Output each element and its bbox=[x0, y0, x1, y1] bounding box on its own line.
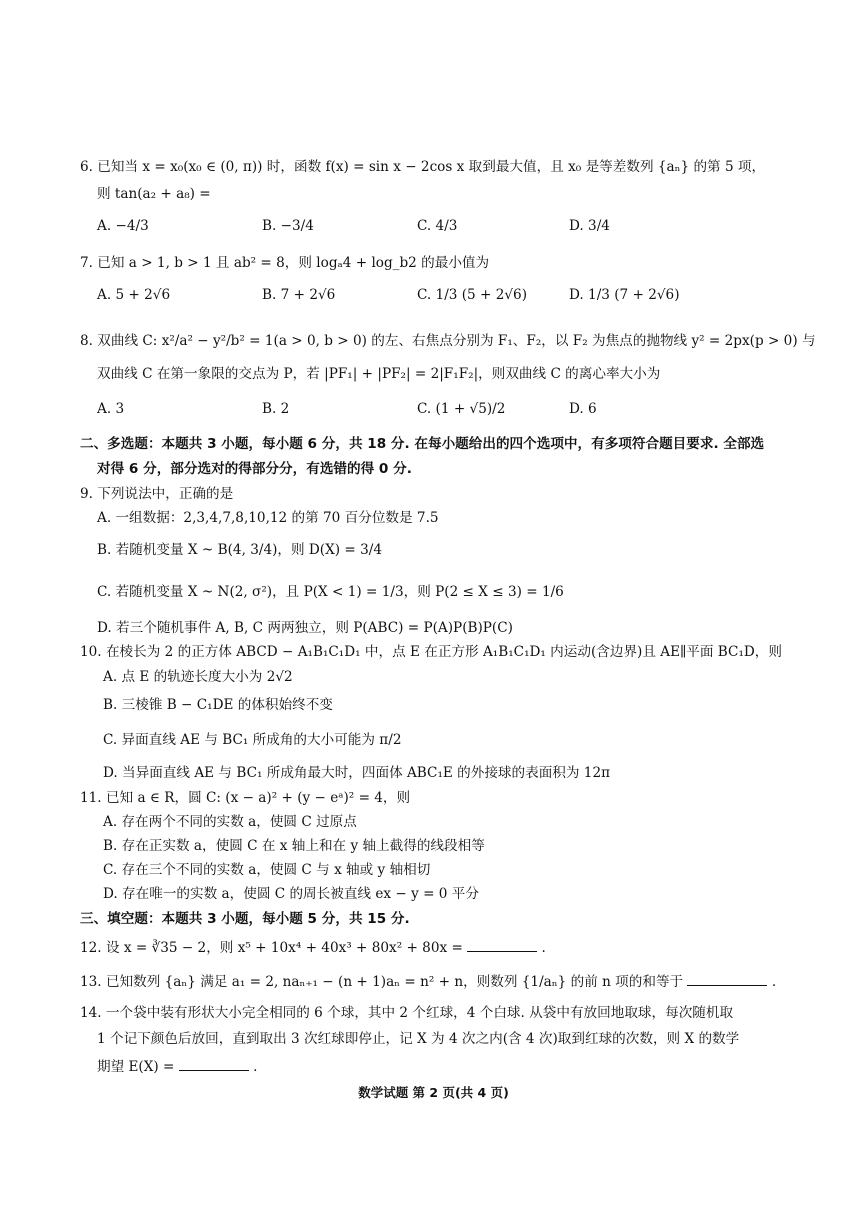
q9-stem: 9. 下列说法中，正确的是 bbox=[80, 486, 234, 502]
q12-end: . bbox=[541, 940, 546, 956]
q6-option-b: B. −3/4 bbox=[262, 218, 314, 234]
q11-option-d: D. 存在唯一的实数 a，使圆 C 的周长被直线 ex − y = 0 平分 bbox=[103, 886, 479, 902]
q12-text: 12. 设 x = ∛35 − 2，则 x⁵ + 10x⁴ + 40x³ + 80x² + 80x = bbox=[80, 940, 463, 956]
q8-option-d: D. 6 bbox=[569, 401, 597, 417]
q11-option-c: C. 存在三个不同的实数 a，使圆 C 与 x 轴或 y 轴相切 bbox=[103, 862, 431, 878]
q8-option-a: A. 3 bbox=[97, 401, 125, 417]
q6-option-c: C. 4/3 bbox=[417, 218, 458, 234]
q14-stem-line1: 14. 一个袋中装有形状大小完全相同的 6 个球，其中 2 个红球，4 个白球. 从袋中有放回地取球，每次随机取 bbox=[80, 1005, 734, 1021]
q9-option-a: A. 一组数据：2,3,4,7,8,10,12 的第 70 百分位数是 7.5 bbox=[97, 510, 439, 526]
q10-option-b: B. 三棱锥 B − C₁DE 的体积始终不变 bbox=[103, 697, 333, 713]
q11-option-b: B. 存在正实数 a，使圆 C 在 x 轴上和在 y 轴上截得的线段相等 bbox=[103, 838, 485, 854]
q9-option-c: C. 若随机变量 X ~ N(2, σ²)，且 P(X < 1) = 1/3，则 P(2 ≤ X ≤ 3) = 1/6 bbox=[97, 584, 564, 600]
q7-option-a: A. 5 + 2√6 bbox=[97, 287, 171, 303]
q14-stem-line2: 1 个记下颜色后放回，直到取出 3 次红球即停止，记 X 为 4 次之内(含 4 次)取到红球的次数，则 X 的数学 bbox=[97, 1031, 740, 1047]
q12-answer-blank[interactable] bbox=[467, 939, 537, 952]
q8-option-b: B. 2 bbox=[262, 401, 290, 417]
q6-option-a: A. −4/3 bbox=[97, 218, 149, 234]
q6-option-d: D. 3/4 bbox=[569, 218, 610, 234]
q14-end: . bbox=[253, 1059, 258, 1075]
q13-text: 13. 已知数列 {aₙ} 满足 a₁ = 2, naₙ₊₁ − (n + 1)aₙ = n² + n，则数列 {1/aₙ} 的前 n 项的和等于 bbox=[80, 974, 684, 990]
q9-option-b: B. 若随机变量 X ~ B(4, 3/4)，则 D(X) = 3/4 bbox=[97, 542, 382, 558]
q9-option-d: D. 若三个随机事件 A, B, C 两两独立，则 P(ABC) = P(A)P(B)P(C) bbox=[97, 620, 513, 636]
q14-text: 期望 E(X) = bbox=[97, 1059, 175, 1075]
section2-heading-line2: 对得 6 分，部分选对的得部分分，有选错的得 0 分. bbox=[97, 461, 412, 477]
q11-option-a: A. 存在两个不同的实数 a，使圆 C 过原点 bbox=[103, 814, 357, 830]
section3-heading: 三、填空题：本题共 3 小题，每小题 5 分，共 15 分. bbox=[80, 911, 410, 927]
q12-stem bbox=[80, 939, 546, 957]
q6-stem-line2: 则 tan(a₂ + a₈) = bbox=[97, 186, 211, 202]
page-footer: 数学试题 第 2 页(共 4 页) bbox=[358, 1085, 509, 1100]
q14-answer-blank[interactable] bbox=[179, 1058, 249, 1071]
q10-stem: 10. 在棱长为 2 的正方体 ABCD − A₁B₁C₁D₁ 中，点 E 在正方形 A₁B₁C₁D₁ 内运动(含边界)且 AE∥平面 BC₁D，则 bbox=[80, 644, 782, 660]
q10-option-d: D. 当异面直线 AE 与 BC₁ 所成角最大时，四面体 ABC₁E 的外接球的表面积为 12π bbox=[103, 765, 611, 781]
q13-stem bbox=[80, 973, 776, 991]
q10-option-c: C. 异面直线 AE 与 BC₁ 所成角的大小可能为 π/2 bbox=[103, 732, 402, 748]
q7-option-d: D. 1/3 (7 + 2√6) bbox=[569, 287, 680, 303]
q7-stem: 7. 已知 a > 1, b > 1 且 ab² = 8，则 logₐ4 + log_b2 的最小值为 bbox=[80, 255, 490, 271]
q14-stem-line3 bbox=[97, 1058, 257, 1076]
q6-stem-line1: 6. 已知当 x = x₀(x₀ ∈ (0, π)) 时，函数 f(x) = sin x − 2cos x 取到最大值，且 x₀ 是等差数列 {aₙ} 的第 5 项， bbox=[80, 159, 766, 175]
section2-heading-line1: 二、多选题：本题共 3 小题，每小题 6 分，共 18 分. 在每小题给出的四个选项中，有多项符合题目要求. 全部选 bbox=[80, 436, 765, 452]
q13-answer-blank[interactable] bbox=[687, 973, 767, 986]
q8-option-c: C. (1 + √5)/2 bbox=[417, 401, 506, 417]
q7-option-b: B. 7 + 2√6 bbox=[262, 287, 336, 303]
q10-option-a: A. 点 E 的轨迹长度大小为 2√2 bbox=[103, 669, 293, 685]
q8-stem-line1: 8. 双曲线 C: x²/a² − y²/b² = 1(a > 0, b > 0) 的左、右焦点分别为 F₁、F₂，以 F₂ 为焦点的抛物线 y² = 2px(p > 0) 与 bbox=[80, 333, 816, 349]
q8-stem-line2: 双曲线 C 在第一象限的交点为 P，若 |PF₁| + |PF₂| = 2|F₁F₂|，则双曲线 C 的离心率大小为 bbox=[97, 366, 661, 382]
q11-stem: 11. 已知 a ∈ R，圆 C: (x − a)² + (y − eᵃ)² = 4，则 bbox=[80, 790, 411, 806]
q7-option-c: C. 1/3 (5 + 2√6) bbox=[417, 287, 528, 303]
q13-end: . bbox=[771, 974, 777, 990]
